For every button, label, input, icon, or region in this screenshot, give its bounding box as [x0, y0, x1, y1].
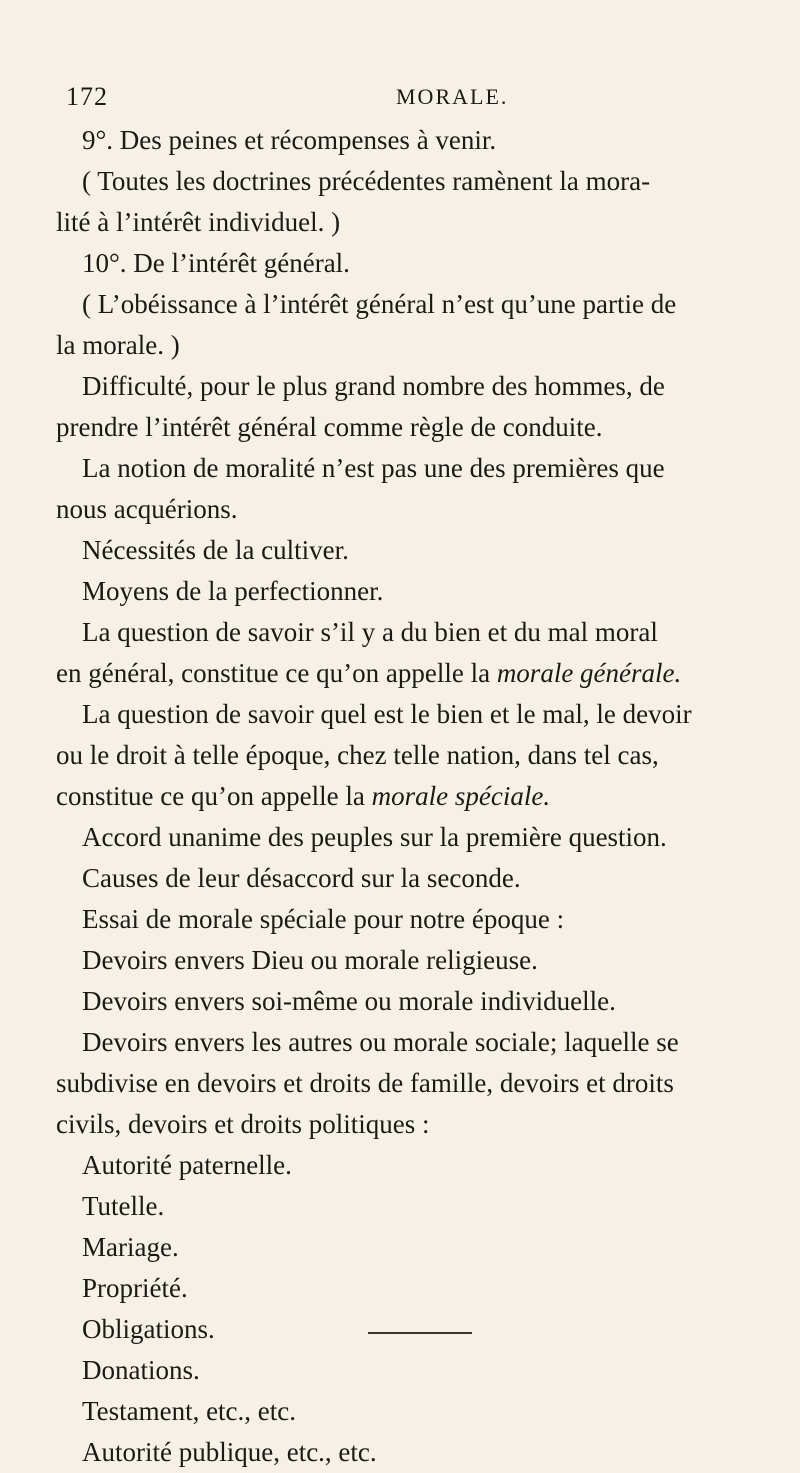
- text-line: subdivise en devoirs et droits de famille, devoirs et droits: [56, 1068, 674, 1098]
- end-rule: [368, 1332, 472, 1334]
- text-line: [56, 776, 756, 817]
- text-line: Mariage.: [82, 1232, 179, 1262]
- text-line: Devoirs envers les autres ou morale sociale; laquelle se: [82, 1027, 679, 1057]
- line-text: constitue ce qu’on appelle la: [56, 781, 372, 811]
- text-line: La question de savoir quel est le bien et le mal, le devoir: [82, 699, 692, 729]
- text-line: La question de savoir s’il y a du bien et du mal moral: [82, 617, 658, 647]
- text-line: Causes de leur désaccord sur la seconde.: [82, 863, 521, 893]
- body-text: [56, 120, 756, 1473]
- text-line: prendre l’intérêt général comme règle de conduite.: [56, 412, 603, 442]
- text-line: Nécessités de la cultiver.: [82, 535, 349, 565]
- text-line: Devoirs envers soi-même ou morale individuelle.: [82, 986, 616, 1016]
- text-line: Testament, etc., etc.: [82, 1396, 297, 1426]
- text-line: La notion de moralité n’est pas une des premières que: [82, 453, 665, 483]
- text-line: Accord unanime des peuples sur la première question.: [82, 822, 667, 852]
- text-line: ou le droit à telle époque, chez telle nation, dans tel cas,: [56, 740, 659, 770]
- italic-term: morale spéciale.: [371, 781, 551, 811]
- text-line: Obligations.: [82, 1314, 215, 1344]
- text-line: ( Toutes les doctrines précédentes ramènent la mora-: [82, 166, 651, 196]
- text-line: 10°. De l’intérêt général.: [82, 248, 350, 278]
- text-line: [56, 653, 756, 694]
- text-line: Autorité paternelle.: [82, 1150, 292, 1180]
- text-line: ( L’obéissance à l’intérêt général n’est qu’une partie de: [82, 289, 677, 319]
- page-number: 172: [66, 82, 108, 111]
- page-header: [56, 82, 764, 120]
- text-line: Autorité publique, etc., etc.: [82, 1437, 377, 1467]
- text-line: Donations.: [82, 1355, 200, 1385]
- text-line: Essai de morale spéciale pour notre époque :: [82, 904, 565, 934]
- line-text: en général, constitue ce qu’on appelle la: [56, 658, 497, 688]
- italic-term: morale générale.: [496, 658, 682, 688]
- text-line: Difficulté, pour le plus grand nombre des hommes, de: [82, 371, 665, 401]
- running-head: MORALE.: [396, 84, 509, 109]
- text-line: la morale. ): [56, 330, 180, 360]
- text-line: nous acquérions.: [56, 494, 238, 524]
- text-line: Tutelle.: [82, 1191, 165, 1221]
- text-line: Propriété.: [82, 1273, 188, 1303]
- text-line: lité à l’intérêt individuel. ): [56, 207, 341, 237]
- text-line: Devoirs envers Dieu ou morale religieuse.: [82, 945, 538, 975]
- text-line: 9°. Des peines et récompenses à venir.: [82, 125, 497, 155]
- text-line: civils, devoirs et droits politiques :: [56, 1109, 430, 1139]
- text-line: Moyens de la perfectionner.: [82, 576, 384, 606]
